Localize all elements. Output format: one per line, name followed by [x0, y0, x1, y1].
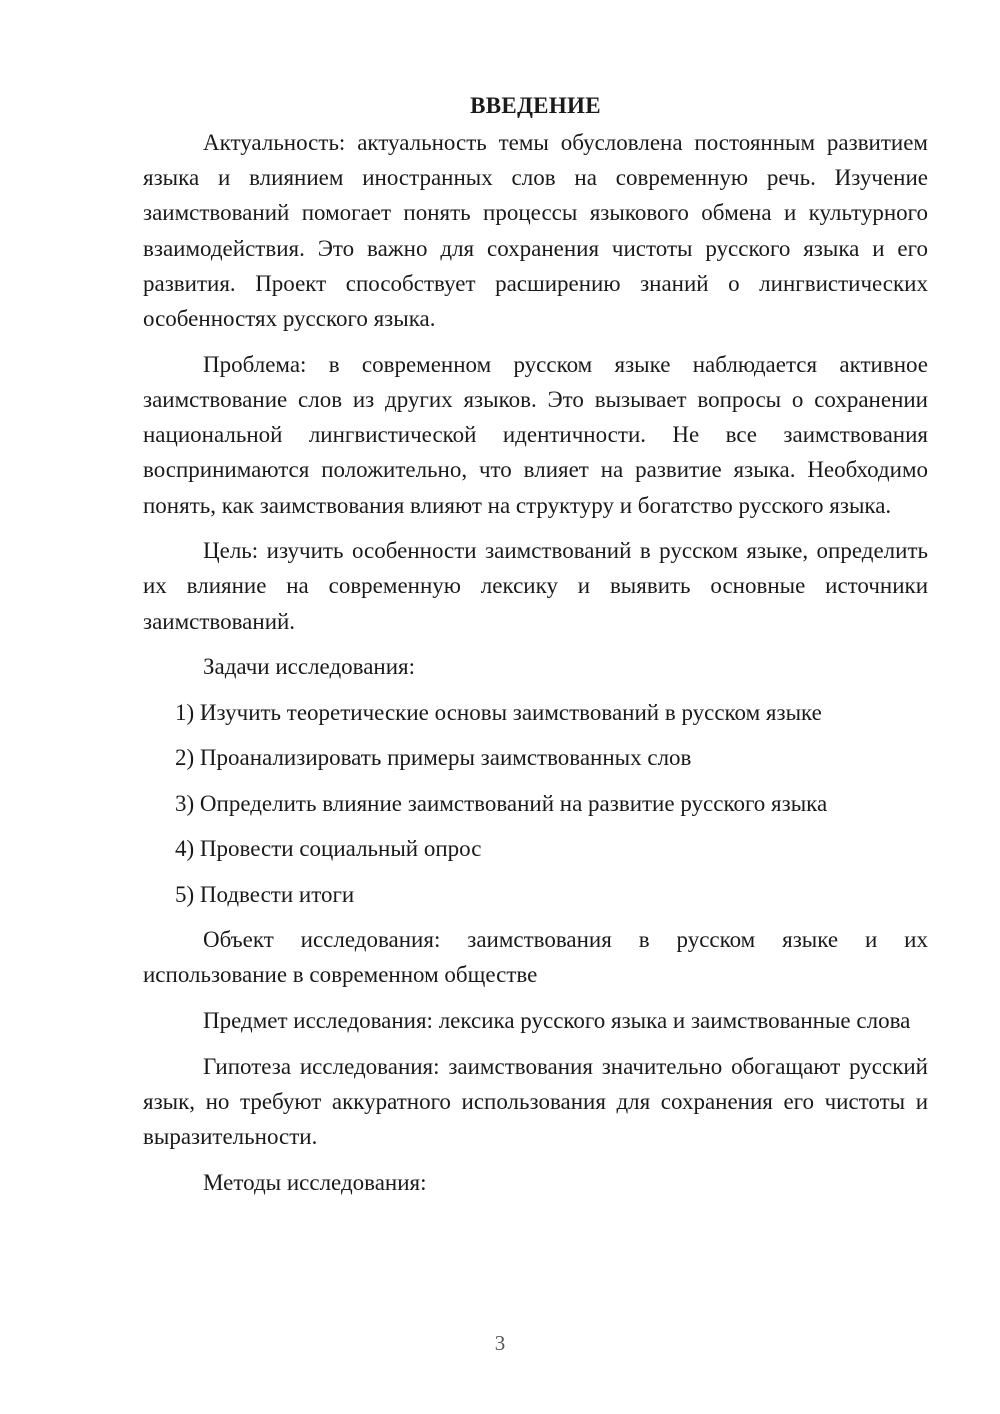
problem-paragraph: Проблема: в современном русском языке наблюдается активное заимствование слов из других языков. Это вызывает вопросы о сохранении национальной лингвистической идентичности. Не все заимствования воспринимаются положительно, что влияет на развитие языка. Необходимо понять, как заимствования влияют на структуру и богатство русского языка.	[143, 351, 928, 518]
subject-paragraph: Предмет исследования: лексика русского языка и заимствованные слова	[203, 1007, 911, 1033]
goal-paragraph: Цель: изучить особенности заимствований в русском языке, определить их влияние на современную лексику и выявить основные источники заимствований.	[143, 538, 928, 634]
task-item: 3) Определить влияние заимствований на развитие русского языка	[175, 790, 828, 816]
task-item: 1) Изучить теоретические основы заимствований в русском языке	[175, 700, 822, 726]
tasks-list	[143, 695, 928, 912]
task-item: 5) Подвести итоги	[175, 881, 355, 907]
page-number: 3	[494, 1331, 506, 1355]
page-content	[143, 88, 928, 1210]
methods-heading: Методы исследования:	[203, 1169, 427, 1195]
relevance-paragraph: Актуальность: актуальность темы обусловлена постоянным развитием языка и влиянием иностранных слов на современную речь. Изучение заимствований помогает понять процессы языкового обмена и культурного взаимодействия. Это важно для сохранения чистоты русского языка и его развития. Проект способствует расширению знаний о лингвистических особенностях русского языка.	[143, 130, 928, 332]
task-item: 4) Провести социальный опрос	[175, 836, 482, 862]
task-item: 2) Проанализировать примеры заимствованных слов	[175, 745, 692, 771]
hypothesis-paragraph: Гипотеза исследования: заимствования значительно обогащают русский язык, но требуют аккуратного использования для сохранения его чистоты и выразительности.	[143, 1053, 928, 1150]
tasks-heading: Задачи исследования:	[203, 654, 416, 680]
object-paragraph: Объект исследования: заимствования в русском языке и их использование в современном обществе	[143, 927, 928, 988]
page-title: ВВЕДЕНИЕ	[470, 93, 601, 118]
